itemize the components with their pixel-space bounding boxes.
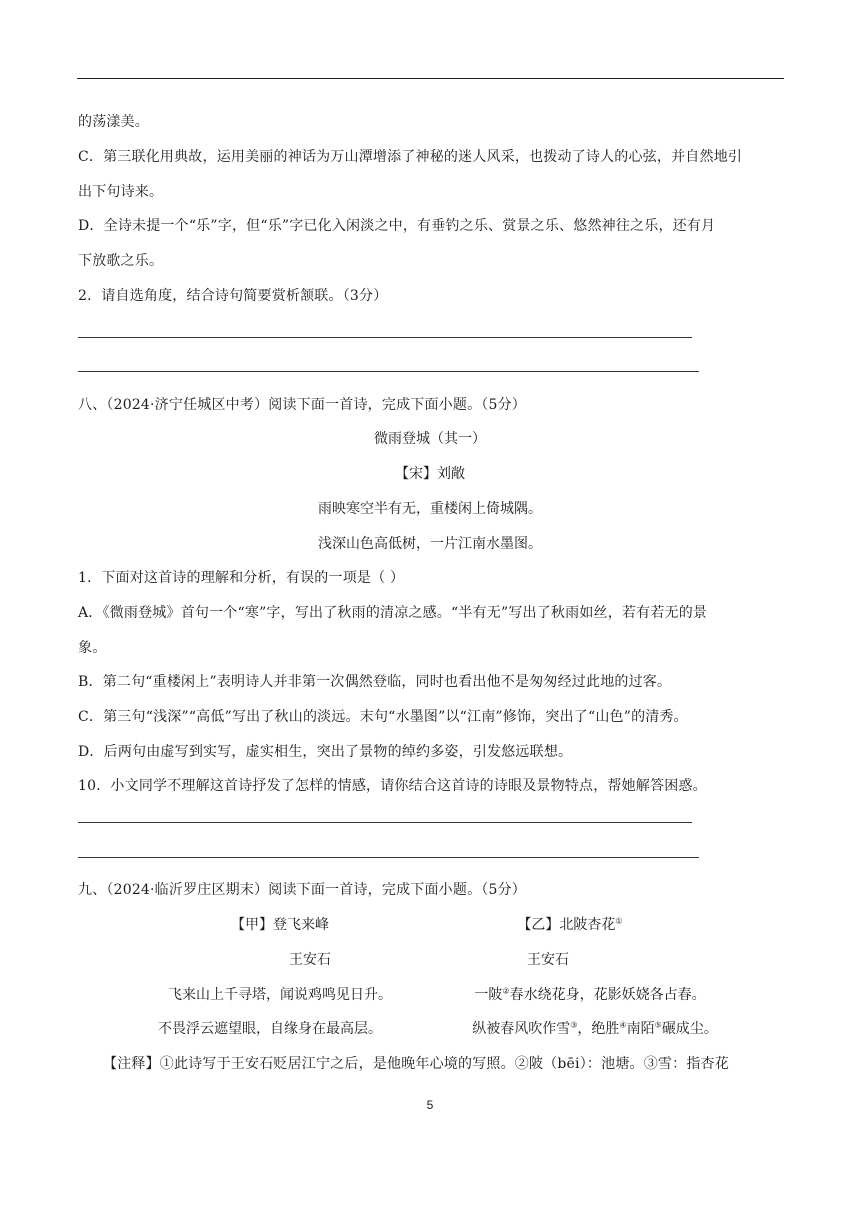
poem-b-author: 王安石: [527, 952, 569, 968]
question-2: 2．请自选角度，结合诗句简要赏析颔联。（3分）: [78, 288, 388, 304]
section-9-heading: 九、（2024·临沂罗庄区期末）阅读下面一首诗，完成下面小题。（5分）: [78, 882, 526, 898]
poem-line: 浅深山色高低树，一片江南水墨图。: [318, 536, 542, 552]
answer-line[interactable]: [78, 371, 699, 372]
option-b: B．第二句“重楼闲上”表明诗人并非第一次偶然登临，同时也看出他不是匆匆经过此地的过客。: [78, 674, 672, 690]
question-10: 10．小文同学不理解这首诗抒发了怎样的情感，请你结合这首诗的诗眼及景物特点，帮她解答困惑。: [78, 778, 707, 794]
option-a-line1: A．《微雨登城》首句一个“寒”字，写出了秋雨的清凉之感。“半有无”写出了秋雨如丝，若有若无的景: [78, 605, 708, 621]
poem-a-author: 王安石: [289, 952, 331, 968]
option-d-line2: 下放歌之乐。: [78, 253, 164, 269]
poem-b-line: 一陂②春水绕花身，花影妖娆各占春。: [474, 986, 706, 1003]
page-number: 5: [426, 1098, 434, 1112]
annotation-note: 【注释】①此诗写于王安石贬居江宁之后，是他晚年心境的写照。②陂（bēi）：池塘。③雪：指杏花: [103, 1056, 729, 1072]
option-c: C．第三句“浅深”“高低”写出了秋山的淡远。末句“水墨图”以“江南”修饰，突出了“山色”的清秀。: [78, 709, 688, 725]
poem-a-line: 不畏浮云遮望眼，自缘身在最高层。: [158, 1021, 382, 1037]
poem-b-title: 【乙】北陂杏花①: [517, 916, 623, 933]
header-rule: [77, 78, 784, 79]
poem-author: 【宋】刘敞: [395, 466, 465, 482]
poem-b-line: 纵被春风吹作雪③，绝胜④南陌⑤碾成尘。: [472, 1020, 718, 1037]
answer-line[interactable]: [78, 337, 692, 338]
section-8-heading: 八、（2024·济宁任城区中考）阅读下面一首诗，完成下面小题。（5分）: [78, 397, 526, 413]
poem-title: 微雨登城（其一）: [374, 431, 486, 447]
answer-line[interactable]: [78, 822, 692, 823]
option-c-line1: C．第三联化用典故，运用美丽的神话为万山潭增添了神秘的迷人风采，也拨动了诗人的心弦，并自然地引: [78, 149, 743, 165]
option-a-line2: 象。: [78, 640, 107, 656]
poem-a-title: 【甲】登飞来峰: [231, 917, 329, 933]
answer-line[interactable]: [78, 857, 699, 858]
option-c-line2: 出下句诗来。: [78, 184, 164, 200]
option-d: D．后两句由虚写到实写，虚实相生，突出了景物的绰约多姿，引发悠远联想。: [78, 744, 573, 760]
text-line: 的荡漾美。: [78, 114, 149, 130]
option-d-line1: D．全诗未提一个“乐”字，但“乐”字已化入闲淡之中，有垂钓之乐、赏景之乐、悠然神往之乐，还有月: [78, 218, 716, 234]
poem-line: 雨映寒空半有无，重楼闲上倚城隅。: [318, 501, 542, 517]
question-1: 1．下面对这首诗的理解和分析，有误的一项是（ ）: [78, 570, 405, 586]
poem-a-line: 飞来山上千寻塔，闻说鸡鸣见日升。: [168, 987, 392, 1003]
